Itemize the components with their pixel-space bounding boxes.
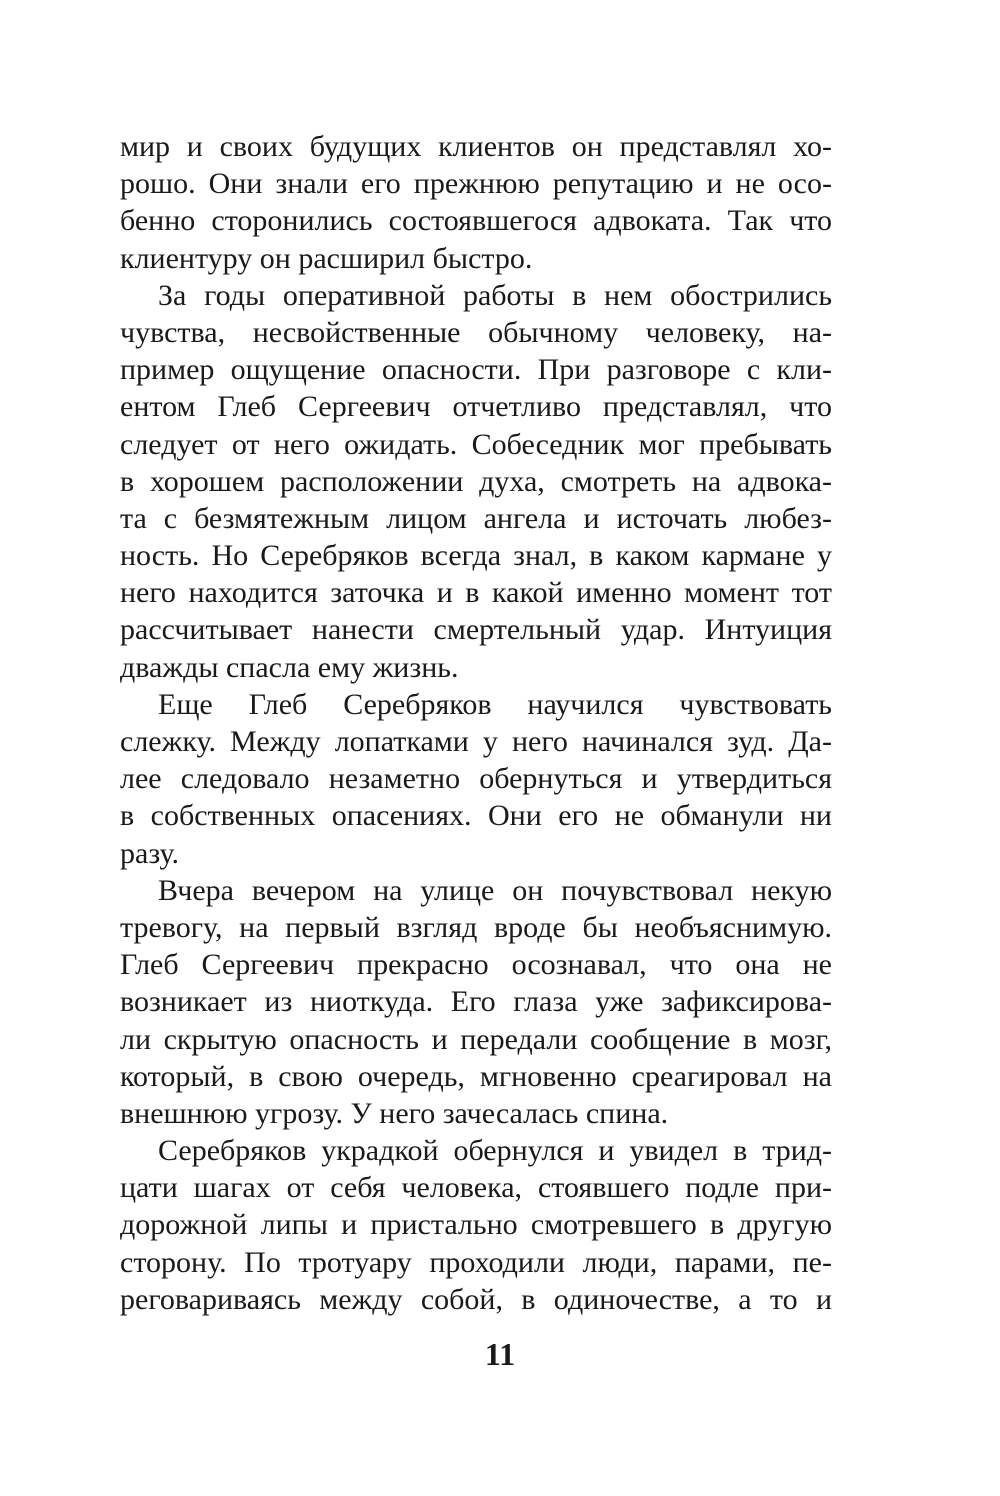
text-line: который, в свою очередь, мгновенно среагировал на: [120, 1059, 832, 1093]
text-line: клиентуру он расширил быстро.: [120, 241, 533, 275]
text-line: реговариваясь между собой, в одиночестве, а то и: [120, 1282, 832, 1316]
body-text: [120, 128, 832, 1318]
text-line: рассчитывает нанести смертельный удар. Интуиция: [120, 613, 832, 647]
paragraph: [120, 128, 832, 277]
text-line: ентом Глеб Сергеевич отчетливо представлял, что: [120, 390, 832, 424]
text-line: сторону. По тротуару проходили люди, парами, пе-: [120, 1245, 832, 1279]
text-line: цати шагах от себя человека, стоявшего подле при-: [120, 1171, 832, 1205]
text-line: слежку. Между лопатками у него начинался зуд. Да-: [120, 725, 832, 758]
text-line: рошо. Они знали его прежнюю репутацию и не осо-: [120, 167, 832, 201]
text-line: в хорошем расположении духа, смотреть на адвока-: [120, 464, 832, 498]
text-line: Еще Глеб Серебряков научился чувствовать: [158, 687, 832, 721]
text-line: Вчера вечером на улице он почувствовал некую: [158, 873, 832, 907]
text-line: мир и своих будущих клиентов он представлял хо-: [120, 130, 832, 163]
paragraph: [120, 1132, 832, 1318]
text-line: в собственных опасениях. Они его не обманули ни: [120, 799, 832, 833]
text-line: Глеб Сергеевич прекрасно осознавал, что она не: [120, 948, 832, 982]
text-line: ли скрытую опасность и передали сообщение в мозг,: [120, 1022, 832, 1056]
text-line: лее следовало незаметно обернуться и утвердиться: [120, 762, 832, 796]
text-line: За годы оперативной работы в нем обострились: [158, 278, 832, 312]
page-number: 11: [484, 1336, 516, 1372]
text-line: бенно сторонились состоявшегося адвоката. Так что: [120, 204, 832, 238]
paragraph: [120, 686, 832, 872]
text-line: дважды спасла ему жизнь.: [120, 650, 459, 684]
paragraph: [120, 277, 832, 686]
paragraph: [120, 872, 832, 1132]
text-line: него находится заточка и в какой именно момент тот: [120, 576, 832, 610]
text-line: чувства, несвойственные обычному человеку, на-: [120, 315, 832, 349]
text-line: разу.: [120, 836, 180, 870]
text-line: возникает из ниоткуда. Его глаза уже зафиксирова-: [120, 985, 832, 1019]
text-line: ность. Но Серебряков всегда знал, в каком кармане у: [120, 539, 832, 573]
text-line: следует от него ожидать. Собеседник мог пребывать: [120, 427, 832, 461]
text-line: тревогу, на первый взгляд вроде бы необъяснимую.: [120, 910, 832, 944]
text-line: внешнюю угрозу. У него зачесалась спина.: [120, 1096, 669, 1130]
text-line: дорожной липы и пристально смотревшего в другую: [120, 1208, 832, 1242]
text-line: Серебряков украдкой обернулся и увидел в трид-: [158, 1134, 832, 1168]
text-line: пример ощущение опасности. При разговоре с кли-: [120, 353, 832, 387]
text-line: та с безмятежным лицом ангела и источать любез-: [120, 501, 832, 535]
